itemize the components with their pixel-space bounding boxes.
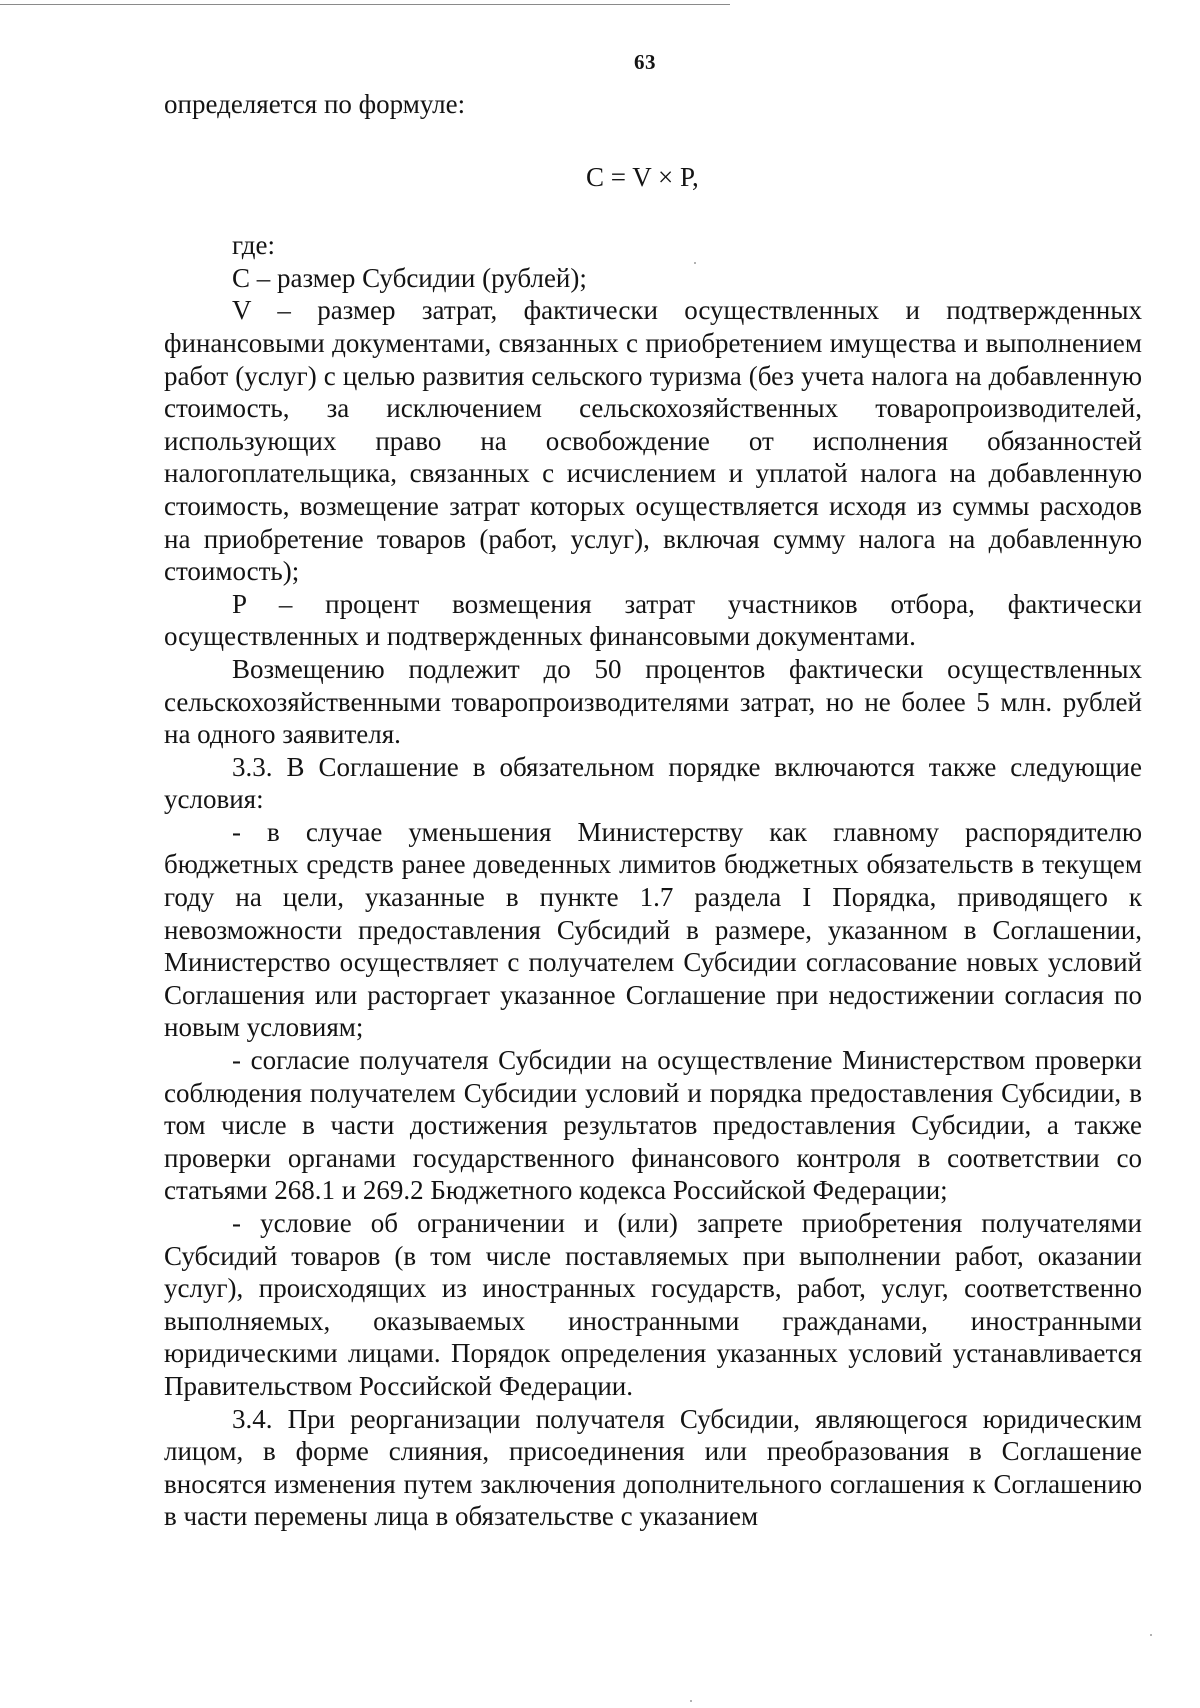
definition-v: V – размер затрат, фактически осуществленных и подтвержденных финансовыми документами, связанных с приобретением имущества и выполнением работ (услуг) с целью развития сельского туризма (без учета налога на добавленную стоимость, за исключением сельскохозяйственных товаропроизводителей, использующих право на освобождение от исполнения обязанностей налогоплательщика, связанных с исчислением и уплатой налога на добавленную стоимость, возмещение затрат которых осуществляется исходя из суммы расходов на приобретение товаров (работ, услуг), включая сумму налога на добавленную стоимость); xyxy=(164,295,1142,587)
scan-artifact-dot xyxy=(690,1700,692,1702)
scan-artifact-dot xyxy=(1150,1634,1152,1636)
condition-item: - согласие получателя Субсидии на осуществление Министерством проверки соблюдения получателем Субсидии условий и порядка предоставления Субсидии, в том числе в части достижения результатов предоставления Субсидии, а также проверки органами государственного финансового контроля в соответствии со статьями 268.1 и 269.2 Бюджетного кодекса Российской Федерации; xyxy=(164,1045,1142,1206)
document-body xyxy=(164,88,1142,1533)
reimbursement-paragraph: Возмещению подлежит до 50 процентов фактически осуществленных сельскохозяйственными товаропроизводителями затрат, но не более 5 млн. рублей на одного заявителя. xyxy=(164,653,1142,750)
formula: C = V × P, xyxy=(586,161,699,192)
scan-artifact-line xyxy=(0,4,730,5)
definition-p: P – процент возмещения затрат участников отбора, фактически осуществленных и подтвержденных финансовыми документами. xyxy=(164,588,1142,652)
page-number: 63 xyxy=(634,50,656,74)
section-3-4-paragraph: 3.4. При реорганизации получателя Субсидии, являющегося юридическим лицом, в форме слияния, присоединения или преобразования в Соглашение вносятся изменения путем заключения дополнительного соглашения к Соглашению в части перемены лица в обязательстве с указанием xyxy=(164,1403,1142,1532)
formula-intro: определяется по формуле: xyxy=(164,89,466,119)
condition-item: - условие об ограничении и (или) запрете приобретения получателями Субсидий товаров (в том числе поставляемых при выполнении работ, оказании услуг), происходящих из иностранных государств, работ, услуг, соответственно выполняемых, оказываемых иностранными гражданами, иностранными юридическими лицами. Порядок определения указанных условий устанавливается Правительством Российской Федерации. xyxy=(164,1208,1142,1401)
condition-item: - в случае уменьшения Министерству как главному распорядителю бюджетных средств ранее доведенных лимитов бюджетных обязательств в текущем году на цели, указанные в пункте 1.7 раздела I Порядка, приводящего к невозможности предоставления Субсидий в размере, указанном в Соглашении, Министерство осуществляет с получателем Субсидии согласование новых условий Соглашения или расторгает указанное Соглашение при недостижении согласия по новым условиям; xyxy=(164,816,1142,1043)
where-label: где: xyxy=(232,230,275,261)
definition-c: C – размер Субсидии (рублей); xyxy=(232,262,587,293)
section-3-3-heading: 3.3. В Соглашение в обязательном порядке включаются также следующие условия: xyxy=(164,751,1142,815)
